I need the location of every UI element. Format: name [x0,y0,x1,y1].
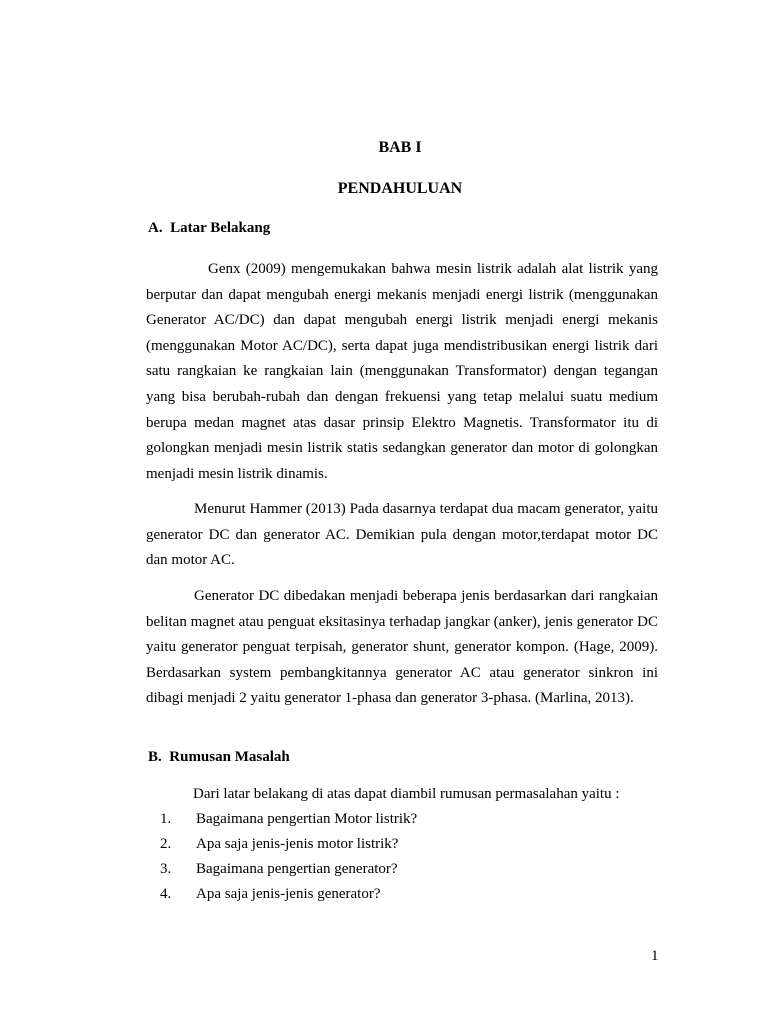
paragraph-3: Generator DC dibedakan menjadi beberapa jenis berdasarkan dari rangkaian belitan magnet atau penguat eksitasinya terhadap jangkar (anker), jenis generator DC yaitu generator penguat terpisah, generator shunt, generator kompon. (Hage, 2009). Berdasarkan system pembangkitannya generator AC atau generator sinkron ini dibagi menjadi 2 yaitu generator 1-phasa dan generator 3-phasa. (Marlina, 2013). [146,588,658,707]
paragraph-2: Menurut Hammer (2013) Pada dasarnya terdapat dua macam generator, yaitu generator DC dan generator AC. Demikian pula dengan motor,terdapat motor DC dan motor AC. [146,501,658,569]
list-item-text: Bagaimana pengertian Motor listrik? [196,811,418,827]
section-b-heading [148,749,290,766]
section-b-title: Rumusan Masalah [169,749,290,765]
list-item [160,882,417,907]
list-item-number: 1. [160,811,172,827]
paragraph-1: Genx (2009) mengemukakan bahwa mesin listrik adalah alat listrik yang berputar dan dapat mengubah energi mekanis menjadi energi listrik (menggunakan Generator AC/DC) dan dapat mengubah energi listrik menjadi energi mekanis (menggunakan Motor AC/DC), serta dapat juga mendistribusikan energi listrik dari satu rangkaian ke rangkaian lain (menggunakan Transformator) dengan tegangan yang bisa berubah-rubah dan dengan frekuensi yang tetap melalui suatu medium berupa medan magnet atas dasar prinsip Elektro Magnetis. Transformator itu di golongkan menjadi mesin listrik statis sedangkan generator dan motor di golongkan menjadi mesin listrik dinamis. [146,261,658,482]
list-item-number: 3. [160,861,172,877]
list-item-text: Bagaimana pengertian generator? [196,861,398,877]
chapter-number: BAB I [378,139,422,156]
chapter-title: PENDAHULUAN [337,180,463,197]
list-item [160,807,417,832]
list-item-text: Apa saja jenis-jenis motor listrik? [196,836,399,852]
list-item-number: 2. [160,836,172,852]
list-item [160,832,417,857]
section-b-label: B. [148,749,162,765]
question-list [160,807,417,907]
list-item-text: Apa saja jenis-jenis generator? [196,886,381,902]
section-a-title: Latar Belakang [170,220,271,236]
list-item [160,857,417,882]
list-item-number: 4. [160,886,172,902]
page-number: 1 [651,948,659,964]
section-a-heading [148,220,270,237]
section-b-intro: Dari latar belakang di atas dapat diambil rumusan permasalahan yaitu : [193,786,620,802]
section-a-label: A. [148,220,163,236]
